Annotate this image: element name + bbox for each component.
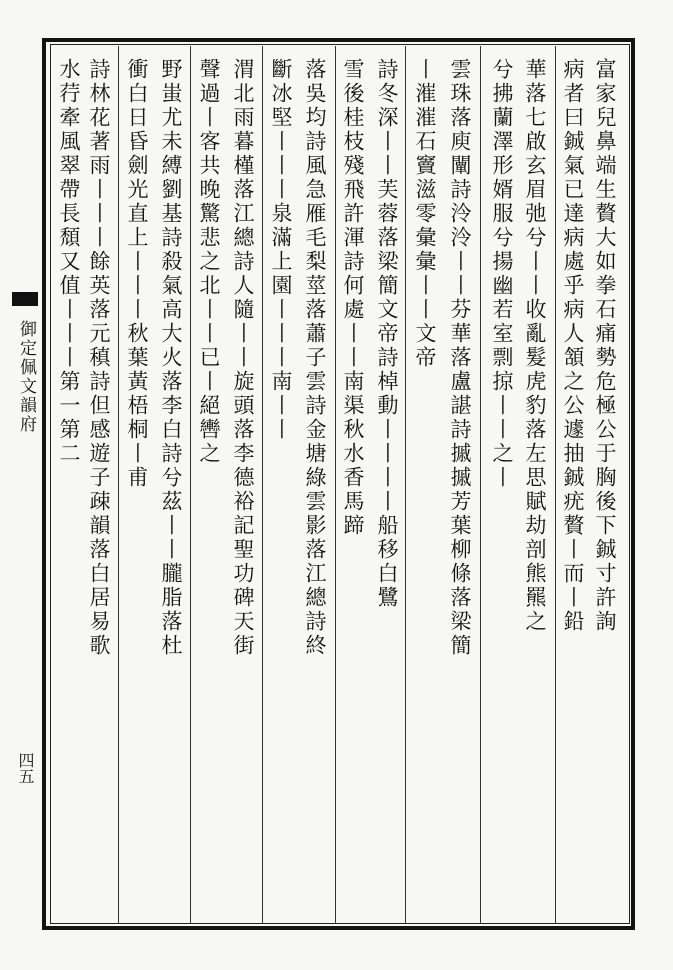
text-column-1: 富家兒鼻端生贅大如拳石痛勢危極公于胸後下鋮寸許詢 (593, 58, 617, 634)
text-column-7: 詩冬深丨丨芙蓉落梁簡文帝詩棹動丨丨丨丨船移白鷺 (375, 58, 399, 610)
column-divider (555, 46, 556, 924)
text-column-12: 聲過丨客共晚驚悲之北丨丨已丨絕轡之 (197, 58, 221, 466)
text-column-11: 渭北雨暮槿落江總詩人隨丨丨旋頭落李德裕記聖功碑天街 (231, 58, 255, 658)
page-number: 四五 (16, 752, 35, 784)
column-divider (405, 46, 406, 924)
column-divider (262, 46, 263, 924)
text-column-6: 丨漼漼石竇滋零彙彙丨丨文帝 (413, 58, 437, 370)
column-divider (480, 46, 481, 924)
margin-strip (8, 46, 45, 920)
text-column-13: 野蚩尤未縛劉基詩殺氣高大火落李白詩兮茲丨丨朧脂落杜 (159, 58, 183, 658)
text-column-3: 華落七啟玄眉弛兮丨丨收亂髮虎豹落左思賦劫剖熊羆之 (523, 58, 547, 634)
text-column-14: 衝白日昏劍光直上丨丨丨秋葉黃梧桐丨甫 (125, 58, 149, 490)
column-divider (190, 46, 191, 924)
text-column-2: 病者曰鋮氣已達病處乎病人頷之公遽抽鋮疣贅丨而丨鉛 (561, 58, 585, 634)
text-column-4: 兮拂蘭澤形婿服兮揚幽若室剽掠丨丨之丨 (490, 58, 514, 490)
text-column-15: 詩林花著雨丨丨丨餘英落元稹詩但感遊子疎韻落白居易歌 (87, 58, 111, 658)
column-divider (118, 46, 119, 924)
fish-tail-mark (12, 292, 38, 306)
column-divider (335, 46, 336, 924)
book-title: 御定佩文韻府 (16, 320, 36, 434)
text-column-10: 斷冰堅丨丨丨泉滿上園丨丨丨南丨丨 (269, 58, 293, 442)
text-column-5: 雲珠落庾闡詩泠泠丨丨芬華落盧諶詩摵摵芳葉柳條落梁簡 (448, 58, 472, 658)
text-column-9: 落吳均詩風急雁毛梨莖落蕭子雲詩金塘綠雲影落江總詩終 (303, 58, 327, 658)
text-column-16: 水荇牽風翠帶長頹又值丨丨丨第一第二 (57, 58, 81, 466)
text-column-8: 雪後桂枝殘飛許渾詩何處丨丨南渠秋水香馬蹄 (341, 58, 365, 538)
